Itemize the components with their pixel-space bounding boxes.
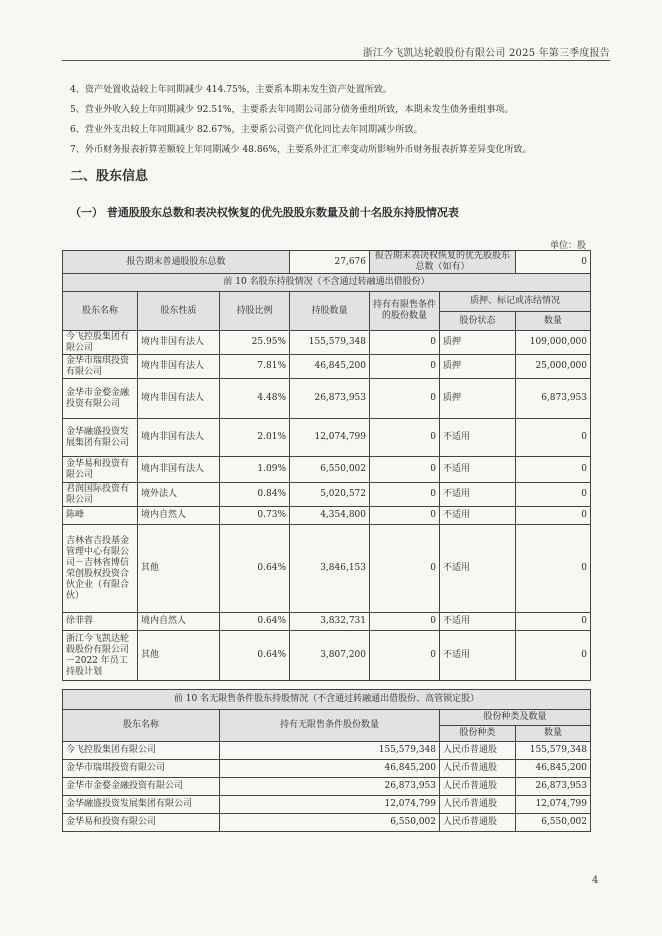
col-header-restricted: 持有有限售条件的股份数量	[370, 292, 440, 331]
holding-shares: 46,845,200	[290, 355, 370, 379]
holding-shares: 6,550,002	[290, 457, 370, 483]
pledge-status: 质押	[440, 355, 516, 379]
col-header-unrestricted-shares: 持有无限售条件股份数量	[220, 710, 440, 742]
note-item: 7、外币财务报表折算差额较上年同期减少 48.86%，主要系外汇汇率变动所影响外币财务报表折算差异变化所致。	[70, 145, 532, 155]
col-header-class: 股份种类	[440, 726, 516, 742]
table-row	[63, 419, 591, 457]
shareholder-name: 吉林省吉投基金管理中心有限公司－吉林省博信荣创股权投资合伙企业（有限合伙）	[63, 525, 138, 613]
holding-ratio: 0.64%	[220, 613, 290, 631]
share-class: 人民币普通股	[440, 796, 516, 814]
col-header-qty: 数量	[516, 726, 591, 742]
restricted-shares: 0	[370, 525, 440, 613]
note-item: 4、资产处置收益较上年同期减少 414.75%，主要系本期未发生资产处置所致。	[70, 85, 392, 95]
pledge-status: 不适用	[440, 613, 516, 631]
page-header: 浙江今飞凯达轮毂股份有限公司 2025 年第三季度报告	[362, 48, 610, 59]
shareholder-name: 金华市瑞琪投资有限公司	[63, 355, 138, 379]
col-header-ratio: 持股比例	[220, 292, 290, 331]
shareholder-name: 金华市金婺金融投资有限公司	[63, 379, 138, 419]
notes-list	[70, 80, 610, 160]
unrestricted-caption: 前 10 名无限售条件股东持股情况（不含通过转融通出借股份、高管锁定股）	[63, 690, 591, 710]
table-row	[63, 631, 591, 681]
unrestricted-shares: 155,579,348	[220, 742, 440, 760]
restricted-shares: 0	[370, 631, 440, 681]
share-qty: 6,550,002	[516, 814, 591, 832]
section-title: 二、股东信息	[70, 169, 149, 184]
page-number: 4	[592, 875, 599, 886]
shareholder-name: 徐菲蓉	[63, 613, 138, 631]
note-item: 5、营业外收入较上年同期减少 92.51%，主要系去年同期公司部分债务重组所致，本期未发生债务重组事项。	[70, 105, 514, 115]
share-qty: 12,074,799	[516, 796, 591, 814]
restricted-shares: 0	[370, 457, 440, 483]
top10-shareholders-table	[62, 250, 591, 681]
holding-ratio: 25.95%	[220, 331, 290, 355]
holding-shares: 3,846,153	[290, 525, 370, 613]
holding-ratio: 0.64%	[220, 631, 290, 681]
col-header-class-group: 股份种类及数量	[440, 710, 591, 726]
shareholder-name: 今飞控股集团有限公司	[63, 742, 220, 760]
holding-shares: 12,074,799	[290, 419, 370, 457]
table-row	[63, 525, 591, 613]
shareholder-nature: 境内非国有法人	[138, 457, 220, 483]
restricted-shares: 0	[370, 379, 440, 419]
holding-ratio: 2.01%	[220, 419, 290, 457]
holding-shares: 155,579,348	[290, 331, 370, 355]
restricted-shares: 0	[370, 331, 440, 355]
restricted-shares: 0	[370, 419, 440, 457]
col-header-pledge-group: 质押、标记或冻结情况	[440, 292, 591, 312]
pledge-status: 不适用	[440, 525, 516, 613]
pledge-qty: 6,873,953	[516, 379, 591, 419]
shareholder-nature: 境内自然人	[138, 507, 220, 525]
table-row	[63, 507, 591, 525]
pledge-status: 不适用	[440, 419, 516, 457]
holding-ratio: 0.73%	[220, 507, 290, 525]
common-holders-label: 报告期末普通股股东总数	[63, 251, 290, 274]
shareholder-nature: 境内自然人	[138, 613, 220, 631]
table-row	[63, 331, 591, 355]
col-header-qty: 数量	[516, 312, 591, 331]
table-row	[63, 483, 591, 507]
table-row	[63, 742, 591, 760]
holding-shares: 26,873,953	[290, 379, 370, 419]
table-row	[63, 355, 591, 379]
table-row	[63, 778, 591, 796]
col-header-status: 股份状态	[440, 312, 516, 331]
share-class: 人民币普通股	[440, 814, 516, 832]
holding-shares: 3,807,200	[290, 631, 370, 681]
holding-shares: 3,832,731	[290, 613, 370, 631]
note-item: 6、营业外支出较上年同期减少 82.67%，主要系公司资产优化同比去年同期减少所致。	[70, 125, 423, 135]
table-row	[63, 613, 591, 631]
share-class: 人民币普通股	[440, 742, 516, 760]
header-divider	[62, 60, 610, 61]
shareholder-nature: 境内非国有法人	[138, 355, 220, 379]
pledge-qty: 0	[516, 507, 591, 525]
pledge-status: 质押	[440, 379, 516, 419]
shareholder-name: 浙江今飞凯达轮毂股份有限公司－2022 年员工持股计划	[63, 631, 138, 681]
pledge-qty: 0	[516, 631, 591, 681]
col-header-nature: 股东性质	[138, 292, 220, 331]
share-qty: 46,845,200	[516, 760, 591, 778]
shareholder-nature: 其他	[138, 525, 220, 613]
pledge-qty: 25,000,000	[516, 355, 591, 379]
pledge-status: 不适用	[440, 631, 516, 681]
col-header-name: 股东名称	[63, 292, 138, 331]
restricted-shares: 0	[370, 483, 440, 507]
shareholder-nature: 境内非国有法人	[138, 331, 220, 355]
table-row	[63, 796, 591, 814]
restricted-shares: 0	[370, 507, 440, 525]
holding-ratio: 0.64%	[220, 525, 290, 613]
pledge-status: 不适用	[440, 457, 516, 483]
top10-caption: 前 10 名股东持股情况（不含通过转融通出借股份）	[63, 274, 591, 292]
table-row	[63, 760, 591, 778]
pledge-status: 质押	[440, 331, 516, 355]
holding-ratio: 4.48%	[220, 379, 290, 419]
shareholder-nature: 境外法人	[138, 483, 220, 507]
shareholder-nature: 其他	[138, 631, 220, 681]
col-header-shares: 持股数量	[290, 292, 370, 331]
shareholder-name: 金华市瑞琪投资有限公司	[63, 760, 220, 778]
holding-ratio: 1.09%	[220, 457, 290, 483]
table-row	[63, 814, 591, 832]
unrestricted-shares: 6,550,002	[220, 814, 440, 832]
shareholder-nature: 境内非国有法人	[138, 379, 220, 419]
pledge-status: 不适用	[440, 507, 516, 525]
shareholder-name: 金华易和投资有限公司	[63, 814, 220, 832]
pledge-qty: 0	[516, 457, 591, 483]
pledge-qty: 0	[516, 613, 591, 631]
pledge-qty: 0	[516, 525, 591, 613]
pledge-qty: 0	[516, 419, 591, 457]
table-row	[63, 379, 591, 419]
holding-ratio: 0.84%	[220, 483, 290, 507]
shareholder-nature: 境内非国有法人	[138, 419, 220, 457]
common-holders-value: 27,676	[290, 251, 370, 274]
summary-row	[63, 251, 591, 274]
share-qty: 26,873,953	[516, 778, 591, 796]
unrestricted-shares: 26,873,953	[220, 778, 440, 796]
unrestricted-shareholders-table	[62, 689, 591, 832]
holding-shares: 4,354,800	[290, 507, 370, 525]
shareholder-name: 今飞控股集团有限公司	[63, 331, 138, 355]
pledge-qty: 109,000,000	[516, 331, 591, 355]
shareholder-name: 金华融盛投资发展集团有限公司	[63, 419, 138, 457]
table-row	[63, 457, 591, 483]
share-qty: 155,579,348	[516, 742, 591, 760]
pledge-qty: 0	[516, 483, 591, 507]
restricted-shares: 0	[370, 613, 440, 631]
share-class: 人民币普通股	[440, 760, 516, 778]
shareholder-name: 君润国际投资有限公司	[63, 483, 138, 507]
subsection-title: （一） 普通股股东总数和表决权恢复的优先股股东数量及前十名股东持股情况表	[70, 206, 459, 219]
col-header-name: 股东名称	[63, 710, 220, 742]
restricted-shares: 0	[370, 355, 440, 379]
unit-label: 单位：股	[550, 241, 587, 251]
pledge-status: 不适用	[440, 483, 516, 507]
pref-holders-value: 0	[516, 251, 591, 274]
pref-holders-label: 报告期末表决权恢复的优先股股东总数（如有）	[370, 251, 516, 274]
holding-shares: 5,020,572	[290, 483, 370, 507]
holding-ratio: 7.81%	[220, 355, 290, 379]
shareholder-name: 金华易和投资有限公司	[63, 457, 138, 483]
unrestricted-shares: 12,074,799	[220, 796, 440, 814]
unrestricted-shares: 46,845,200	[220, 760, 440, 778]
shareholder-name: 陈峰	[63, 507, 138, 525]
shareholder-name: 金华融盛投资发展集团有限公司	[63, 796, 220, 814]
share-class: 人民币普通股	[440, 778, 516, 796]
shareholder-name: 金华市金婺金融投资有限公司	[63, 778, 220, 796]
